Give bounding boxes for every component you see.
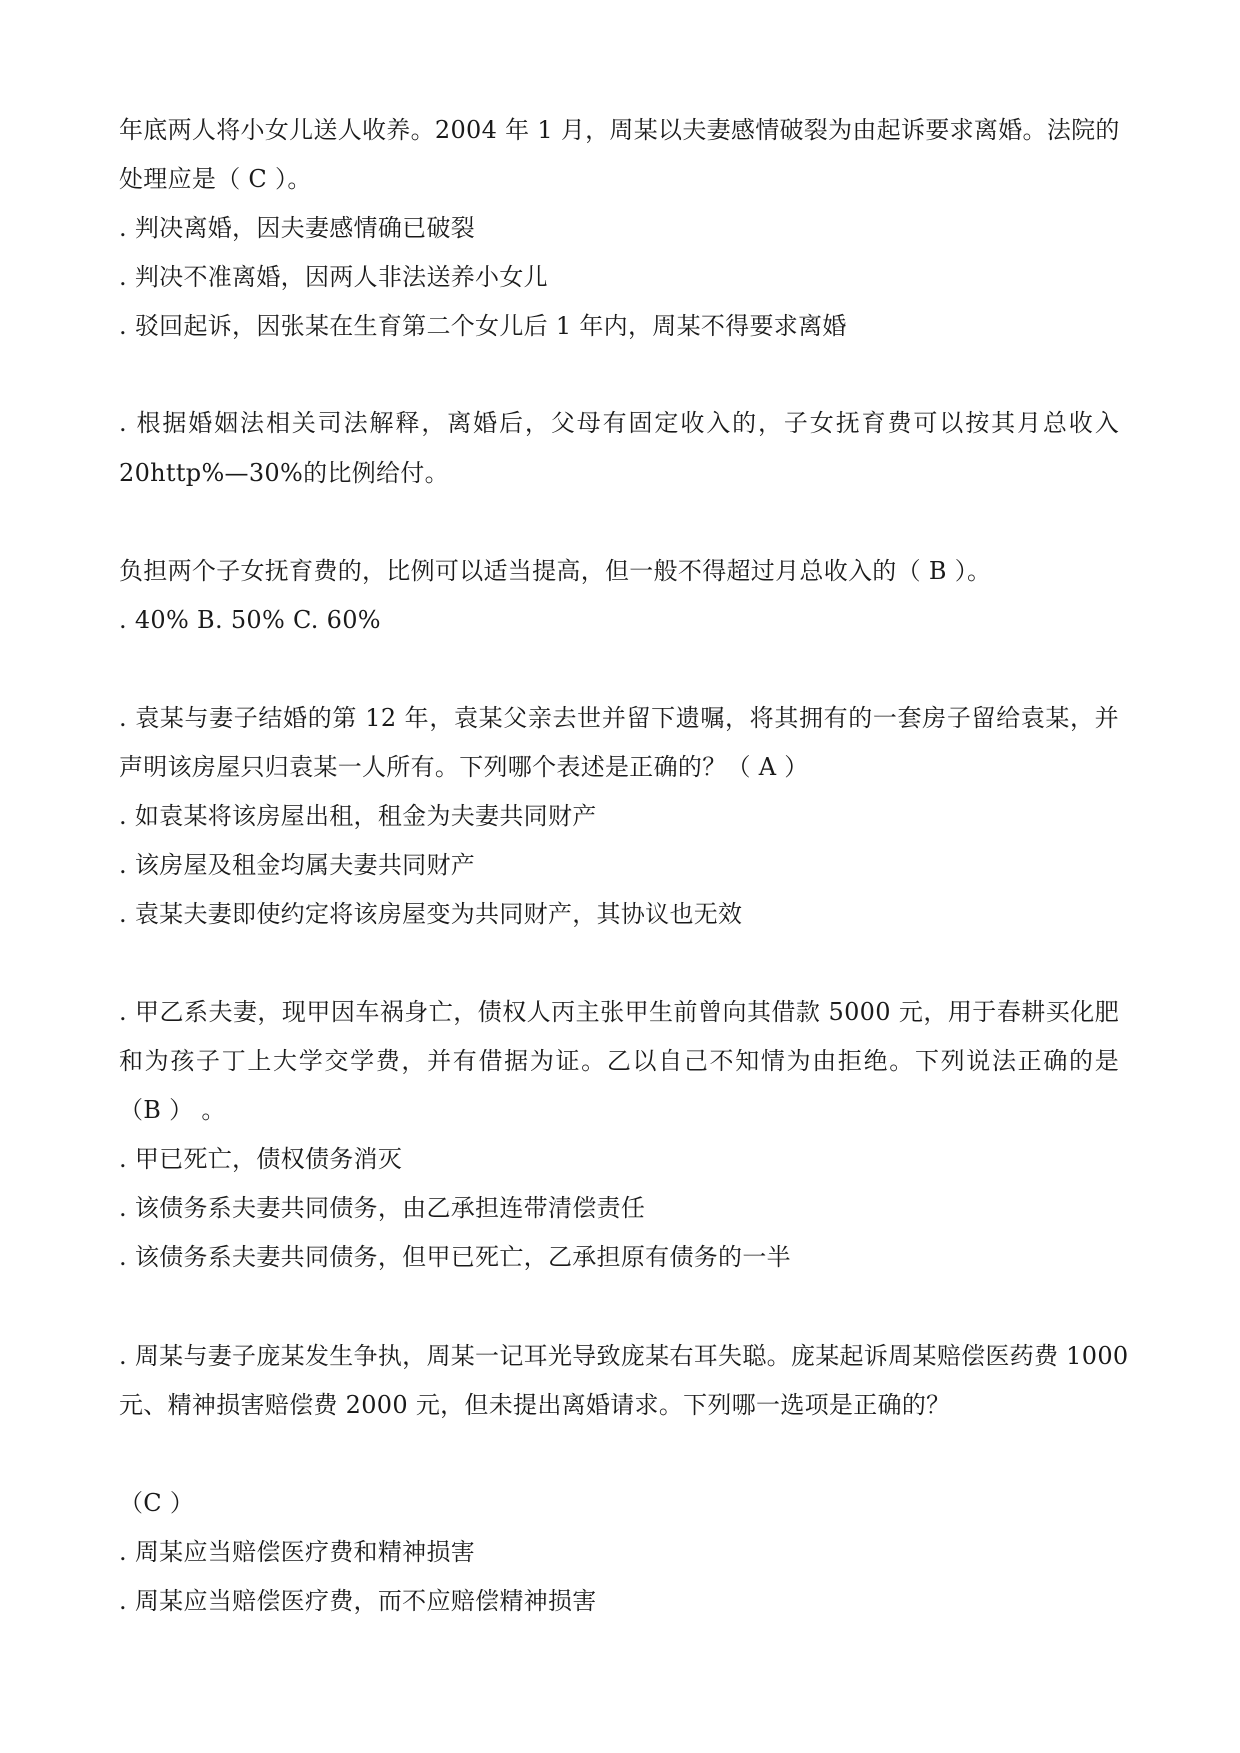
- option-line: . 甲已死亡，债权债务消灭: [119, 1145, 403, 1173]
- option-line: . 周某应当赔偿医疗费和精神损害: [119, 1538, 476, 1566]
- question-line: . 袁某与妻子结婚的第 12 年，袁某父亲去世并留下遗嘱，将其拥有的一套房子留给袁某，并: [119, 704, 1119, 732]
- option-line: . 判决不准离婚，因两人非法送养小女儿: [119, 263, 548, 291]
- option-line: . 袁某夫妻即使约定将该房屋变为共同财产，其协议也无效: [119, 900, 743, 928]
- answer-line: （C ）: [119, 1489, 195, 1517]
- text-line: 20http%—30%的比例给付。: [119, 459, 449, 487]
- text-line: 年底两人将小女儿送人收养。2004 年 1 月，周某以夫妻感情破裂为由起诉要求离婚。法院的: [119, 116, 1120, 144]
- text-line: 元、精神损害赔偿费 2000 元，但未提出离婚请求。下列哪一选项是正确的？: [119, 1391, 951, 1419]
- text-line: 处理应是（ C ）。: [119, 165, 312, 193]
- option-line: . 40% B. 50% C. 60%: [119, 606, 381, 634]
- option-line: . 该房屋及租金均属夫妻共同财产: [119, 851, 476, 879]
- question-line: 负担两个子女抚育费的，比例可以适当提高，但一般不得超过月总收入的（ B ）。: [119, 557, 992, 585]
- option-line: . 周某应当赔偿医疗费，而不应赔偿精神损害: [119, 1587, 597, 1615]
- text-line: 声明该房屋只归袁某一人所有。下列哪个表述是正确的？（ A ）: [119, 753, 809, 781]
- text-line: 和为孩子丁上大学交学费，并有借据为证。乙以自己不知情为由拒绝。下列说法正确的是: [119, 1047, 1119, 1075]
- answer-line: （B ） 。: [119, 1096, 226, 1124]
- option-line: . 驳回起诉，因张某在生育第二个女儿后 1 年内，周某不得要求离婚: [119, 312, 847, 340]
- question-line: . 周某与妻子庞某发生争执，周某一记耳光导致庞某右耳失聪。庞某起诉周某赔偿医药费 1000: [119, 1342, 1129, 1370]
- option-line: . 判决离婚，因夫妻感情确已破裂: [119, 214, 476, 242]
- option-line: . 该债务系夫妻共同债务，但甲已死亡，乙承担原有债务的一半: [119, 1243, 791, 1271]
- option-line: . 该债务系夫妻共同债务，由乙承担连带清偿责任: [119, 1194, 646, 1222]
- question-line: . 甲乙系夫妻，现甲因车祸身亡，债权人丙主张甲生前曾向其借款 5000 元，用于春耕买化肥: [119, 998, 1119, 1026]
- option-line: . 如袁某将该房屋出租，租金为夫妻共同财产: [119, 802, 597, 830]
- question-line: . 根据婚姻法相关司法解释，离婚后，父母有固定收入的，子女抚育费可以按其月总收入: [119, 409, 1119, 437]
